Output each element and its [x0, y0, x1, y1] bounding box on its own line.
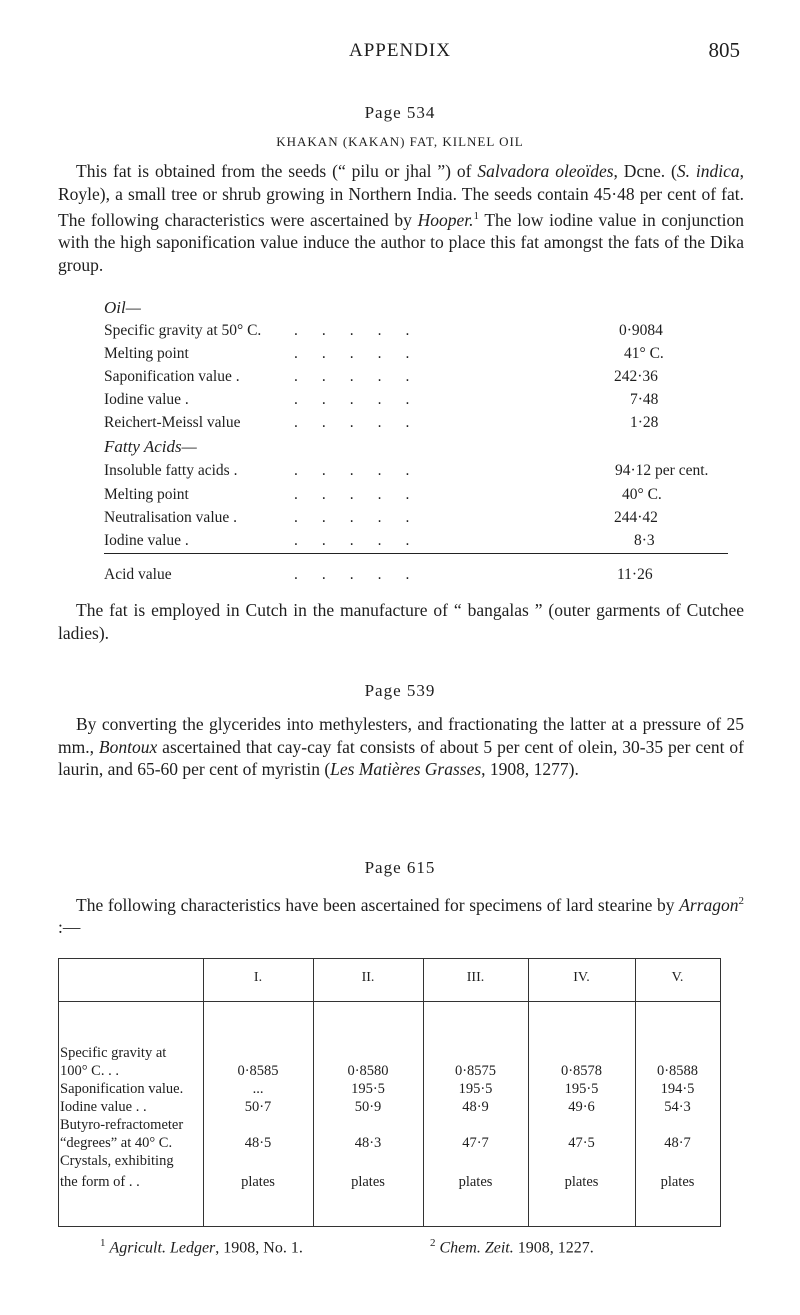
table-cell: 0·8588	[656, 1063, 699, 1079]
table-cell: 50·7	[244, 1099, 272, 1115]
row-label: Iodine value . .	[60, 1099, 147, 1115]
table-cell: 49·6	[568, 1099, 595, 1115]
page-number: 805	[708, 38, 740, 62]
running-title: APPENDIX	[349, 40, 451, 61]
footnote-1: $^1$ Agricult. Ledger, 1908, No. 1.	[100, 1237, 303, 1257]
divider	[104, 553, 728, 554]
column-header: I.	[253, 970, 263, 985]
section-title-615: Page 615	[364, 858, 436, 877]
table-cell: 0·8578	[560, 1063, 603, 1079]
table-cell: 195·5	[564, 1081, 599, 1097]
column-header: II.	[361, 970, 375, 985]
row-label: the form of . .	[60, 1174, 140, 1190]
column-header: IV.	[573, 970, 590, 985]
table-cell: 195·5	[351, 1081, 385, 1097]
row-label: “degrees” at 40° C.	[60, 1135, 173, 1151]
table-cell: 0·8580	[347, 1063, 389, 1079]
table-cell: 0·8585	[237, 1063, 279, 1079]
column-header: III.	[466, 970, 485, 985]
paragraph-534-use: The fat is employed in Cutch in the manufacture of “ bangalas ” (outer garments of Cutchee ladies).	[58, 600, 744, 643]
table-cell: 50·9	[354, 1099, 382, 1115]
table-cell: 47·7	[462, 1135, 489, 1151]
row-label: Saponification value.	[60, 1081, 184, 1097]
table-cell: 48·5	[244, 1135, 272, 1151]
table-cell: plates	[564, 1174, 599, 1190]
footnote-2: $^2$ Chem. Zeit. 1908, 1227.	[430, 1237, 594, 1257]
table-cell: 48·9	[462, 1099, 489, 1115]
table-cell: plates	[241, 1174, 275, 1190]
column-header: V.	[671, 970, 684, 985]
table-cell: plates	[660, 1174, 695, 1190]
table-cell: 48·3	[354, 1135, 382, 1151]
table-cell: 194·5	[660, 1081, 695, 1097]
fatty-acids-label: Fatty Acids—	[104, 437, 197, 456]
table-cell: plates	[458, 1174, 493, 1190]
table-cell: 48·7	[664, 1135, 691, 1151]
table-cell: plates	[351, 1174, 385, 1190]
section-title-534: Page 534	[364, 103, 436, 122]
paragraph-615: The following characteristics have been ascertained for specimens of lard stearine by Arragon$^2$ :—	[58, 894, 744, 938]
table-cell: ...	[252, 1081, 264, 1097]
paragraph-539: By converting the glycerides into methylesters, and fractionating the latter at a pressure of 25 mm., Bontoux ascertained that cay-cay fat consists of about 5 per cent of olein, 30-35 per cent of laurin, and 65-60 per cent of myristin (Les Matières Grasses, 1908, 1277).	[58, 714, 744, 779]
section-subtitle-534: KHAKAN (KAKAN) FAT, KILNEL OIL	[276, 134, 524, 149]
table-cell: 0·8575	[454, 1063, 497, 1079]
oil-label: Oil—	[104, 298, 141, 317]
table-cell: 54·3	[664, 1099, 691, 1115]
table-cell: 47·5	[568, 1135, 595, 1151]
running-header	[0, 38, 800, 68]
row-label: Crystals, exhibiting	[60, 1153, 174, 1169]
paragraph-534: This fat is obtained from the seeds (“ pilu or jhal ”) of Salvadora oleoïdes, Dcne. (S. indica, Royle), a small tree or shrub growing in Northern India. The seeds contain 45·48 per cent of fat. The following characteristics were ascertained by Hooper.$^1$ The low iodine value in conjunction with the high saponification value induce the author to place this fat amongst the fats of the Dika group.	[58, 161, 744, 275]
row-label: 100° C. . .	[60, 1063, 119, 1079]
section-title-539: Page 539	[364, 681, 436, 700]
lard-stearine-table	[58, 958, 721, 1228]
row-label: Specific gravity at	[60, 1045, 167, 1061]
table-cell: 195·5	[458, 1081, 493, 1097]
row-label: Butyro-refractometer	[60, 1117, 184, 1133]
